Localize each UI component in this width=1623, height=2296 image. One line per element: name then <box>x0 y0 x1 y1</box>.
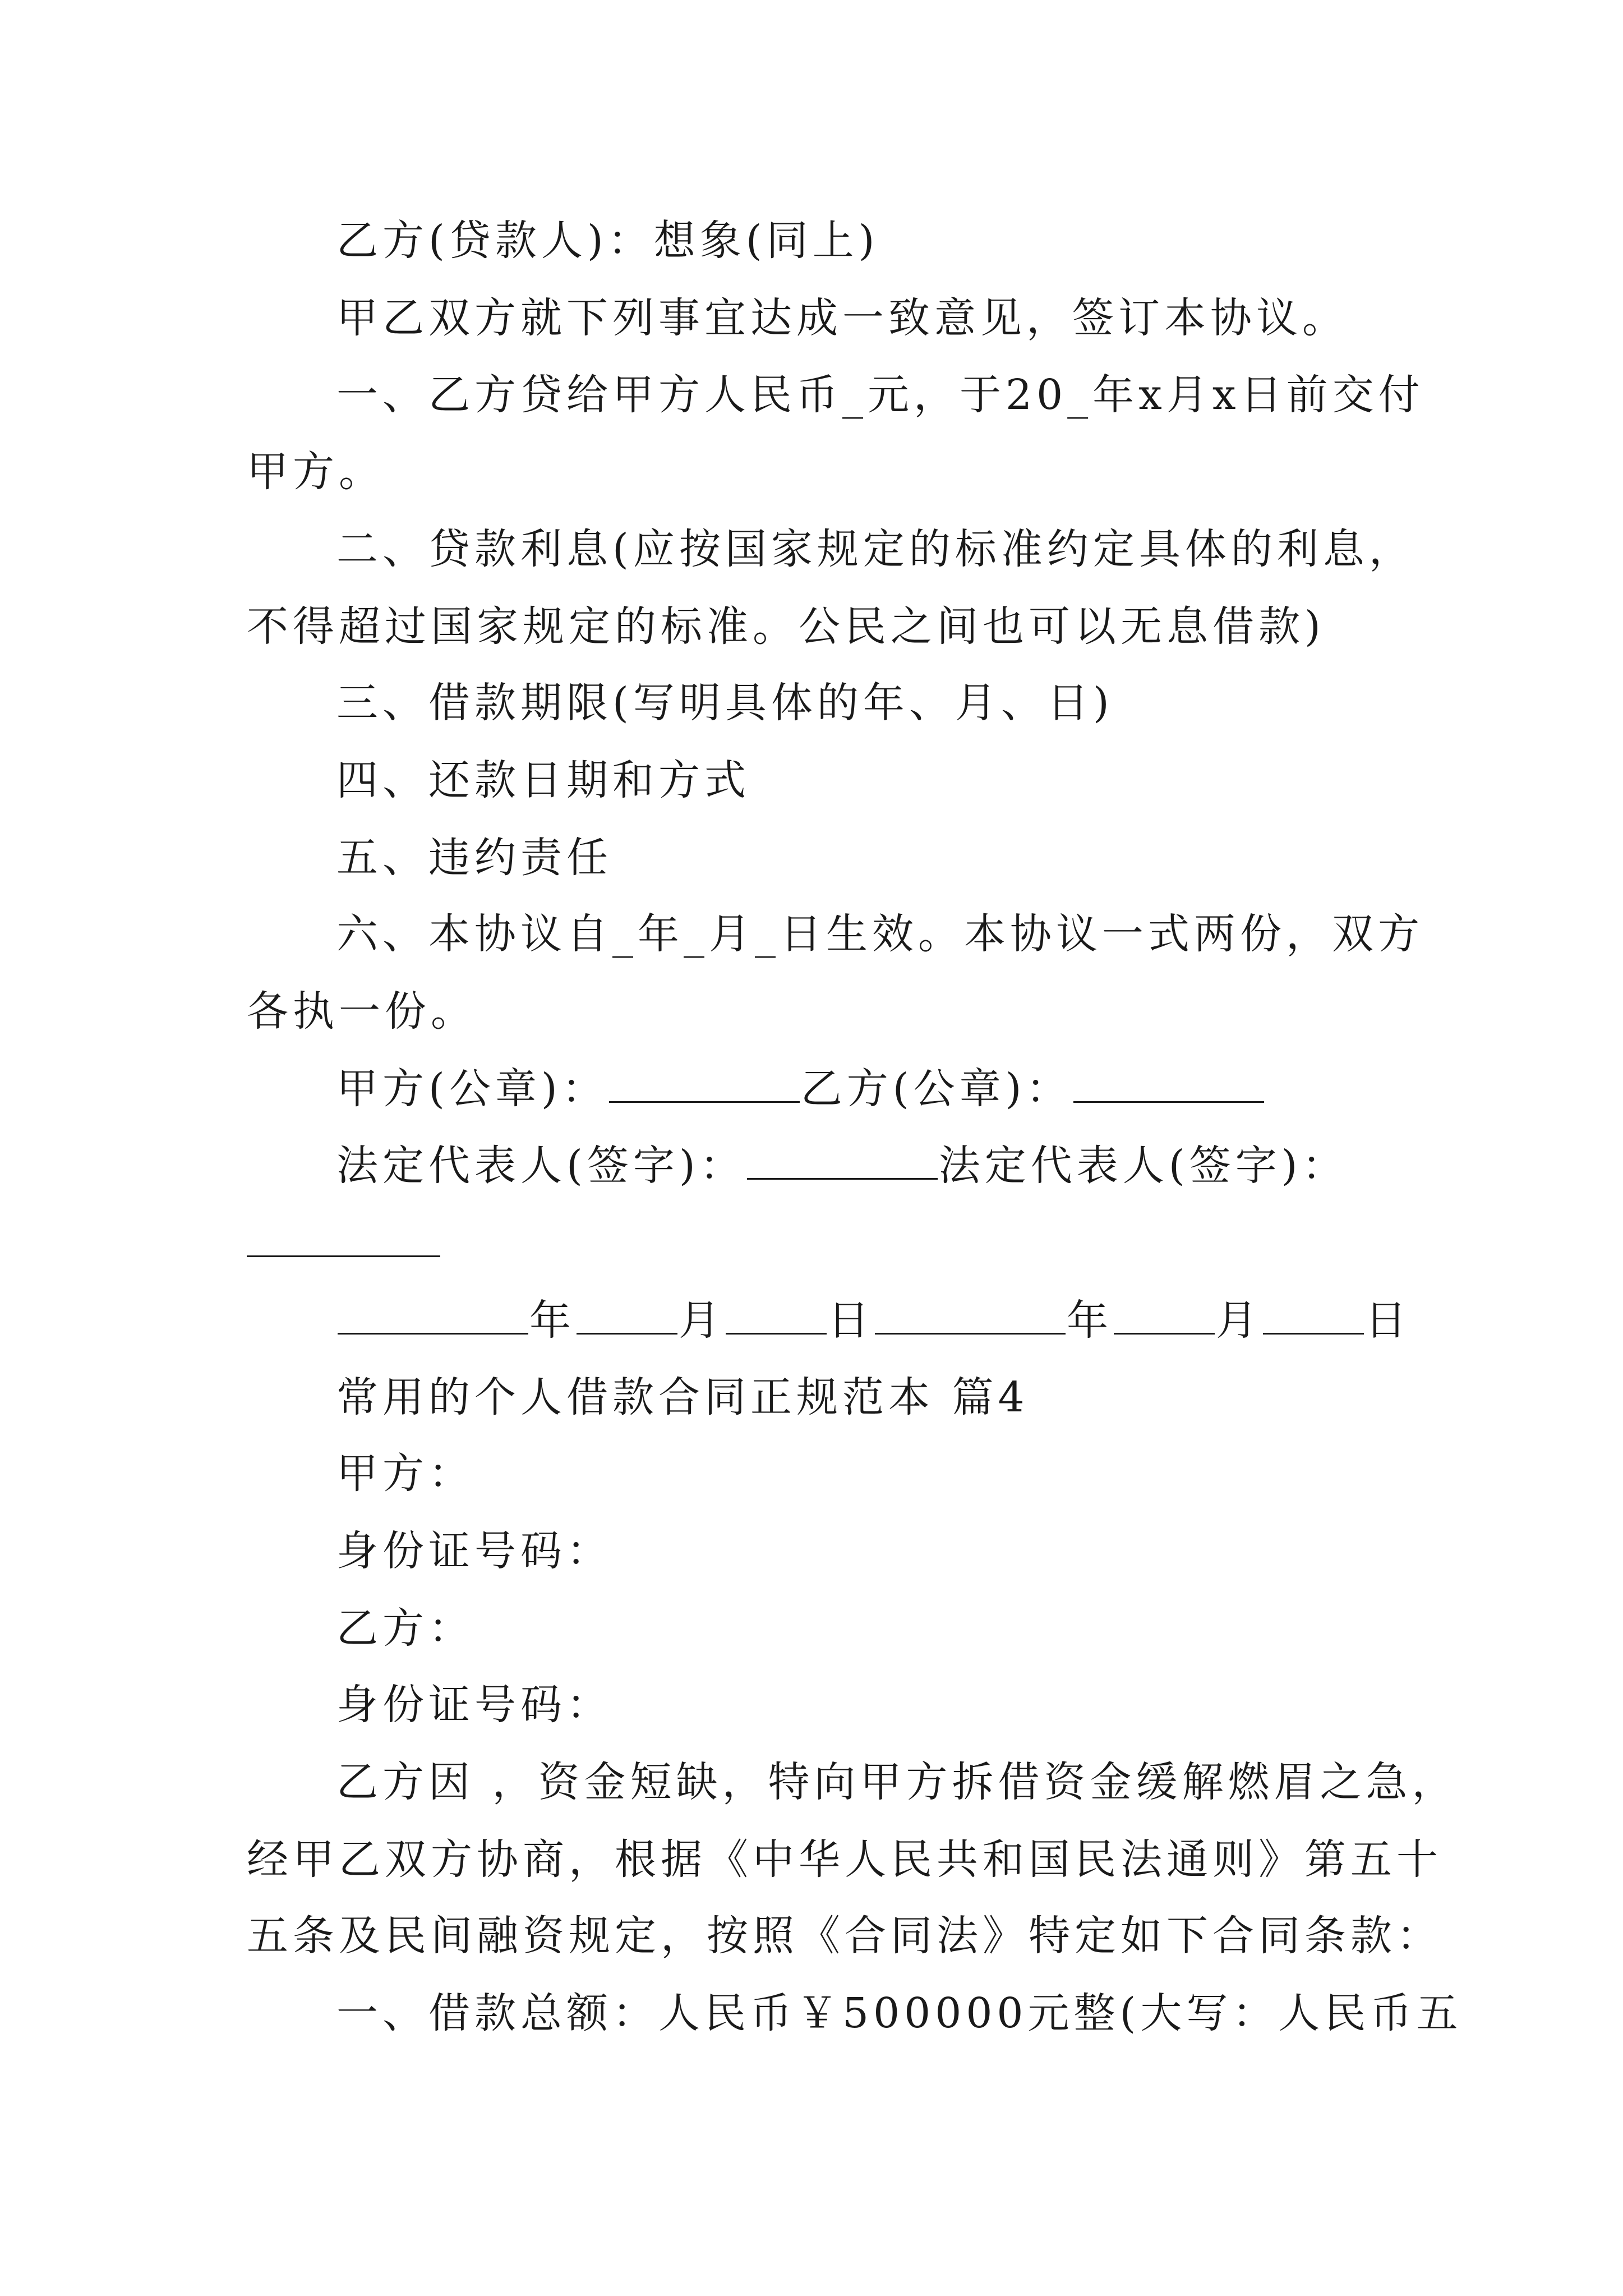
party-a-seal-blank <box>609 1068 800 1103</box>
year-label: 年 <box>529 1296 575 1345</box>
party-a-year-blank <box>338 1299 528 1335</box>
party-b-rep-label: 法定代表人(签字)： <box>938 1142 1348 1190</box>
party-a-label: 甲方： <box>336 1450 474 1498</box>
party-b-label: 乙方： <box>336 1604 474 1653</box>
party-a-rep-label: 法定代表人(签字)： <box>336 1142 746 1190</box>
day-label: 日 <box>828 1296 874 1345</box>
clause-3: 三、借款期限(写明具体的年、月、日) <box>336 679 1114 727</box>
clause-6-line-1: 六、本协议自_年_月_日生效。本协议一式两份，双方 <box>336 910 1424 958</box>
party-a-day-blank <box>726 1299 827 1335</box>
loan-amount-clause: 一、借款总额：人民币￥500000元整(大写：人民币五 <box>336 1989 1463 2037</box>
seal-line <box>336 1065 1265 1113</box>
party-b-month-blank <box>1114 1299 1215 1335</box>
clause-1-line-1: 一、乙方贷给甲方人民币_元，于20_年x月x日前交付 <box>336 371 1424 419</box>
day-label: 日 <box>1365 1296 1411 1345</box>
clause-6-line-2: 各执一份。 <box>247 987 477 1036</box>
party-a-seal-label: 甲方(公章)： <box>336 1065 608 1113</box>
agreement-intro: 甲乙双方就下列事宜达成一致意见，签订本协议。 <box>336 294 1348 342</box>
date-line <box>336 1296 1411 1345</box>
party-b-lender-line: 乙方(贷款人)：想象(同上) <box>336 217 879 265</box>
party-a-rep-blank <box>747 1144 938 1180</box>
signature-line <box>336 1142 1348 1190</box>
party-b-seal-label: 乙方(公章)： <box>800 1065 1072 1113</box>
clause-1-line-2: 甲方。 <box>247 448 385 496</box>
section-title: 常用的个人借款合同正规范本 篇4 <box>336 1373 1029 1421</box>
party-b-id-label: 身份证号码： <box>336 1681 612 1729</box>
clause-4: 四、还款日期和方式 <box>336 756 750 804</box>
reason-line-1: 乙方因 ，资金短缺，特向甲方拆借资金缓解燃眉之急， <box>336 1758 1458 1806</box>
party-a-id-label: 身份证号码： <box>336 1527 612 1575</box>
party-b-seal-blank <box>1073 1068 1264 1103</box>
month-label: 月 <box>1216 1296 1262 1345</box>
reason-line-3: 五条及民间融资规定，按照《合同法》特定如下合同条款： <box>247 1912 1442 1960</box>
party-b-rep-blank <box>247 1255 440 1257</box>
clause-2-line-1: 二、贷款利息(应按国家规定的标准约定具体的利息， <box>336 525 1415 573</box>
clause-2-line-2: 不得超过国家规定的标准。公民之间也可以无息借款) <box>247 602 1325 651</box>
clause-5: 五、违约责任 <box>336 834 612 882</box>
party-b-day-blank <box>1263 1299 1364 1335</box>
party-a-month-blank <box>577 1299 677 1335</box>
year-label: 年 <box>1067 1296 1113 1345</box>
month-label: 月 <box>679 1296 725 1345</box>
reason-line-2: 经甲乙双方协商，根据《中华人民共和国民法通则》第五十 <box>247 1835 1442 1884</box>
party-b-year-blank <box>875 1299 1066 1335</box>
